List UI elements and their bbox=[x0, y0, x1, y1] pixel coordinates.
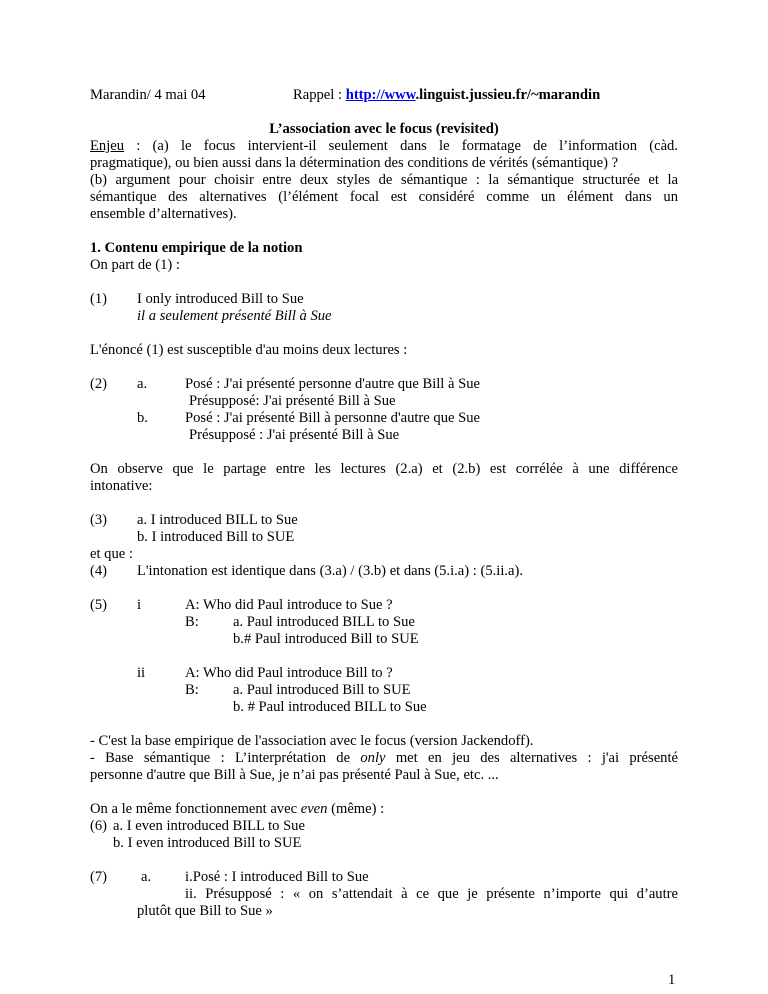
example-1-french: il a seulement présenté Bill à Sue bbox=[137, 308, 332, 324]
section-1-heading: 1. Contenu empirique de la notion bbox=[90, 240, 303, 256]
example-5-i-a: a. Paul introduced BILL to Sue bbox=[233, 614, 415, 630]
example-5-ii-label: ii bbox=[137, 665, 146, 681]
example-7-a-label: a. bbox=[141, 869, 152, 885]
header-rappel bbox=[293, 87, 600, 104]
word-even: even bbox=[300, 801, 328, 817]
example-3-number: (3) bbox=[90, 512, 108, 528]
example-5-i-speaker-b: B: bbox=[185, 614, 199, 630]
enjeu-line-4: sémantique des alternatives (l’élément focal est considéré comme un élément dans un bbox=[90, 189, 678, 205]
rappel-label: Rappel : bbox=[293, 87, 343, 103]
example-1-english: I only introduced Bill to Sue bbox=[137, 291, 304, 307]
para-two-readings: L'énoncé (1) est susceptible d'au moins deux lectures : bbox=[90, 342, 408, 358]
example-5-i-label: i bbox=[137, 597, 142, 613]
example-2-b-presuppose: Présupposé : J'ai présenté Bill à Sue bbox=[189, 427, 400, 443]
example-2-a-label: a. bbox=[137, 376, 148, 392]
example-2-number: (2) bbox=[90, 376, 108, 392]
example-7-presuppose-line-2: plutôt que Bill to Sue » bbox=[137, 903, 273, 919]
para-observation-line-2: intonative: bbox=[90, 478, 153, 494]
example-7-number: (7) bbox=[90, 869, 108, 885]
example-2-a-presuppose: Présupposé: J'ai présenté Bill à Sue bbox=[189, 393, 396, 409]
example-2-b-pose: Posé : J'ai présenté Bill à personne d'autre que Sue bbox=[185, 410, 481, 426]
example-5-ii-b: b. # Paul introduced BILL to Sue bbox=[233, 699, 427, 715]
homepage-url-rest: .linguist.jussieu.fr/~marandin bbox=[415, 87, 601, 103]
bullet-semantic-basis-line-2: personne d'autre que Bill à Sue, je n’ai pas présenté Paul à Sue, etc. ... bbox=[90, 767, 499, 783]
example-7-pose: i.Posé : I introduced Bill to Sue bbox=[185, 869, 369, 885]
example-5-i-b: b.# Paul introduced Bill to SUE bbox=[233, 631, 419, 647]
example-6-b: b. I even introduced Bill to SUE bbox=[113, 835, 302, 851]
example-5-ii-a: a. Paul introduced Bill to SUE bbox=[233, 682, 411, 698]
example-7-presuppose-line-1: ii. Présupposé : « on s’attendait à ce que je présente n’importe qui d’autre bbox=[185, 886, 678, 902]
enjeu-line-5: ensemble d’alternatives). bbox=[90, 206, 237, 222]
word-only: only bbox=[360, 750, 386, 766]
example-5-ii-question: A: Who did Paul introduce Bill to ? bbox=[185, 665, 393, 681]
section-1-intro: On part de (1) : bbox=[90, 257, 180, 273]
example-3-a: a. I introduced BILL to Sue bbox=[137, 512, 298, 528]
example-6-a: a. I even introduced BILL to Sue bbox=[113, 818, 305, 834]
enjeu-line-1: Enjeu : (a) le focus intervient-il seulement dans le formatage de l’information (càd. bbox=[90, 138, 678, 154]
example-3-b: b. I introduced Bill to SUE bbox=[137, 529, 295, 545]
bullet-semantic-basis-line-1: - Base sémantique : L’interprétation de only met en jeu des alternatives : j'ai présenté bbox=[90, 750, 679, 766]
et-que: et que : bbox=[90, 546, 133, 562]
enjeu-line-3: (b) argument pour choisir entre deux styles de sémantique : la sémantique structurée et la bbox=[90, 172, 678, 188]
example-6-number: (6) bbox=[90, 818, 108, 834]
para-even: On a le même fonctionnement avec even (même) : bbox=[90, 801, 385, 817]
homepage-link[interactable]: http://www bbox=[345, 87, 416, 103]
enjeu-label: Enjeu bbox=[90, 138, 125, 154]
example-4-text: L'intonation est identique dans (3.a) / (3.b) et dans (5.i.a) : (5.ii.a). bbox=[137, 563, 524, 579]
example-5-i-question: A: Who did Paul introduce to Sue ? bbox=[185, 597, 393, 613]
example-2-a-pose: Posé : J'ai présenté personne d'autre que Bill à Sue bbox=[185, 376, 481, 392]
example-1-number: (1) bbox=[90, 291, 108, 307]
header-author-date: Marandin/ 4 mai 04 bbox=[90, 87, 206, 103]
example-4-number: (4) bbox=[90, 563, 108, 579]
example-2-b-label: b. bbox=[137, 410, 148, 426]
example-5-ii-speaker-b: B: bbox=[185, 682, 199, 698]
example-5-number: (5) bbox=[90, 597, 108, 613]
enjeu-line-2: pragmatique), ou bien aussi dans la détermination des conditions de vérités (sémantique) ? bbox=[90, 155, 619, 171]
page-title: L’association avec le focus (revisited) bbox=[269, 121, 499, 137]
page-number: 1 bbox=[668, 972, 676, 988]
bullet-empirical-basis: - C'est la base empirique de l'association avec le focus (version Jackendoff). bbox=[90, 733, 534, 749]
para-observation-line-1: On observe que le partage entre les lectures (2.a) et (2.b) est corrélée à une différence bbox=[90, 461, 678, 477]
